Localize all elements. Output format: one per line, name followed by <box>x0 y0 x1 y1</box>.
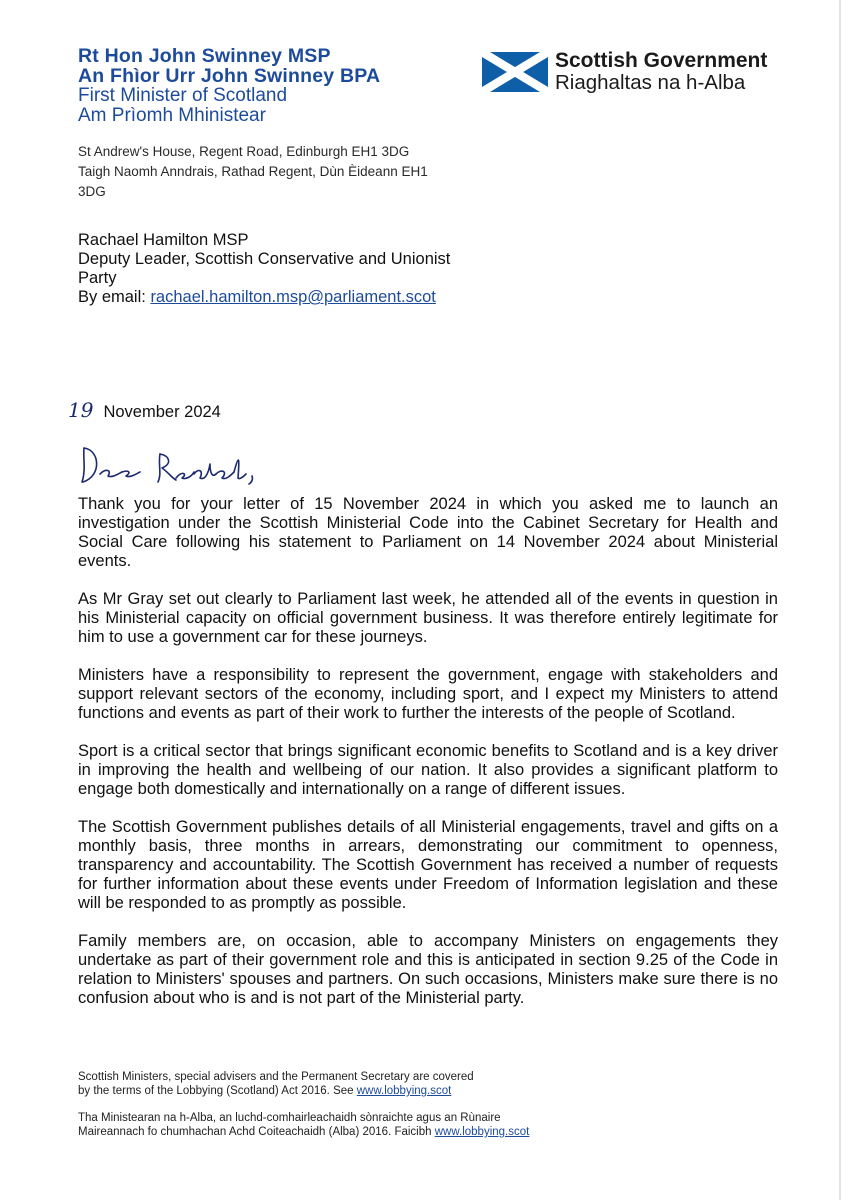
body-paragraph: The Scottish Government publishes details of all Ministerial engagements, travel and gifts on a monthly basis, three months in arrears, demonstrating our commitment to openness, transparency and accountability. The Scottish Government has received a number of requests for further information about these events under Freedom of Information legislation and these will be responded to as promptly as possible. <box>78 818 778 912</box>
lobbying-footer <box>78 1070 598 1152</box>
recipient-block <box>78 231 458 307</box>
recipient-title: Deputy Leader, Scottish Conservative and Unionist <box>78 250 451 268</box>
recipient-name: Rachael Hamilton MSP <box>78 231 249 249</box>
sender-name-en: Rt Hon John Swinney MSP <box>78 45 331 67</box>
saltire-flag-icon <box>482 52 548 92</box>
footer-text: Scottish Ministers, special advisers and the Permanent Secretary are covered <box>78 1071 474 1083</box>
body-paragraph: Thank you for your letter of 15 November 2024 in which you asked me to launch an investigation under the Scottish Ministerial Code into the Cabinet Secretary for Health and Social Care following his statement to Parliament on 14 November 2024 about Ministerial events. <box>78 495 778 570</box>
recipient-email-link[interactable]: rachael.hamilton.msp@parliament.scot <box>150 288 436 306</box>
sender-name-gd: An Fhìor Urr John Swinney BPA <box>78 65 381 87</box>
scottish-government-logo <box>482 49 822 96</box>
sender-title-gd: Am Prìomh Mhinistear <box>78 105 266 126</box>
address-line: St Andrew's House, Regent Road, Edinburgh EH1 3DG <box>78 144 410 159</box>
lobbying-link-gd[interactable]: www.lobbying.scot <box>434 1126 530 1138</box>
handwritten-day: 19 <box>68 398 94 422</box>
logo-text-en: Scottish Government <box>555 49 768 72</box>
footer-gaelic <box>78 1111 598 1139</box>
footer-text: by the terms of the Lobbying (Scotland) Act 2016. See <box>78 1085 357 1097</box>
email-label: By email: <box>78 288 151 306</box>
salutation-handwriting <box>78 438 278 488</box>
logo-text-gd: Riaghaltas na h-Alba <box>555 71 746 94</box>
footer-text: Maireannach fo chumhachan Achd Coiteachaidh (Alba) 2016. Faicibh <box>78 1126 435 1138</box>
body-paragraph: As Mr Gray set out clearly to Parliament last week, he attended all of the events in question in his Ministerial capacity on official government business. It was therefore entirely legitimate for him to use a government car for these journeys. <box>78 590 778 646</box>
recipient-title-cont: Party <box>78 269 117 287</box>
sender-title-en: First Minister of Scotland <box>78 85 288 106</box>
handwritten-salutation <box>78 438 278 488</box>
office-address <box>78 142 478 202</box>
letter-body <box>78 495 778 1027</box>
lobbying-link-en[interactable]: www.lobbying.scot <box>356 1085 452 1097</box>
footer-text: Tha Ministearan na h-Alba, an luchd-comhairleachaidh sònraichte agus an Rùnaire <box>78 1112 501 1124</box>
letter-date <box>68 398 221 422</box>
footer-english <box>78 1070 598 1098</box>
date-month-year: November 2024 <box>103 403 221 421</box>
address-line: 3DG <box>78 184 106 199</box>
sender-block <box>78 46 380 126</box>
recipient-email-line <box>78 288 458 307</box>
body-paragraph: Ministers have a responsibility to represent the government, engage with stakeholders and support relevant sectors of the economy, including sport, and I expect my Ministers to attend functions and events as part of their work to further the interests of the people of Scotland. <box>78 666 778 722</box>
address-line: Taigh Naomh Anndrais, Rathad Regent, Dùn Èideann EH1 <box>78 164 428 179</box>
body-paragraph: Sport is a critical sector that brings significant economic benefits to Scotland and is a key driver in improving the health and wellbeing of our nation. It also provides a significant platform to engage both domestically and internationally on a range of different issues. <box>78 742 778 798</box>
page-edge <box>839 0 841 1200</box>
body-paragraph: Family members are, on occasion, able to accompany Ministers on engagements they undertake as part of their government role and this is anticipated in section 9.25 of the Code in relation to Ministers' spouses and partners. On such occasions, Ministers make sure there is no confusion about who is and is not part of the Ministerial party. <box>78 932 778 1007</box>
